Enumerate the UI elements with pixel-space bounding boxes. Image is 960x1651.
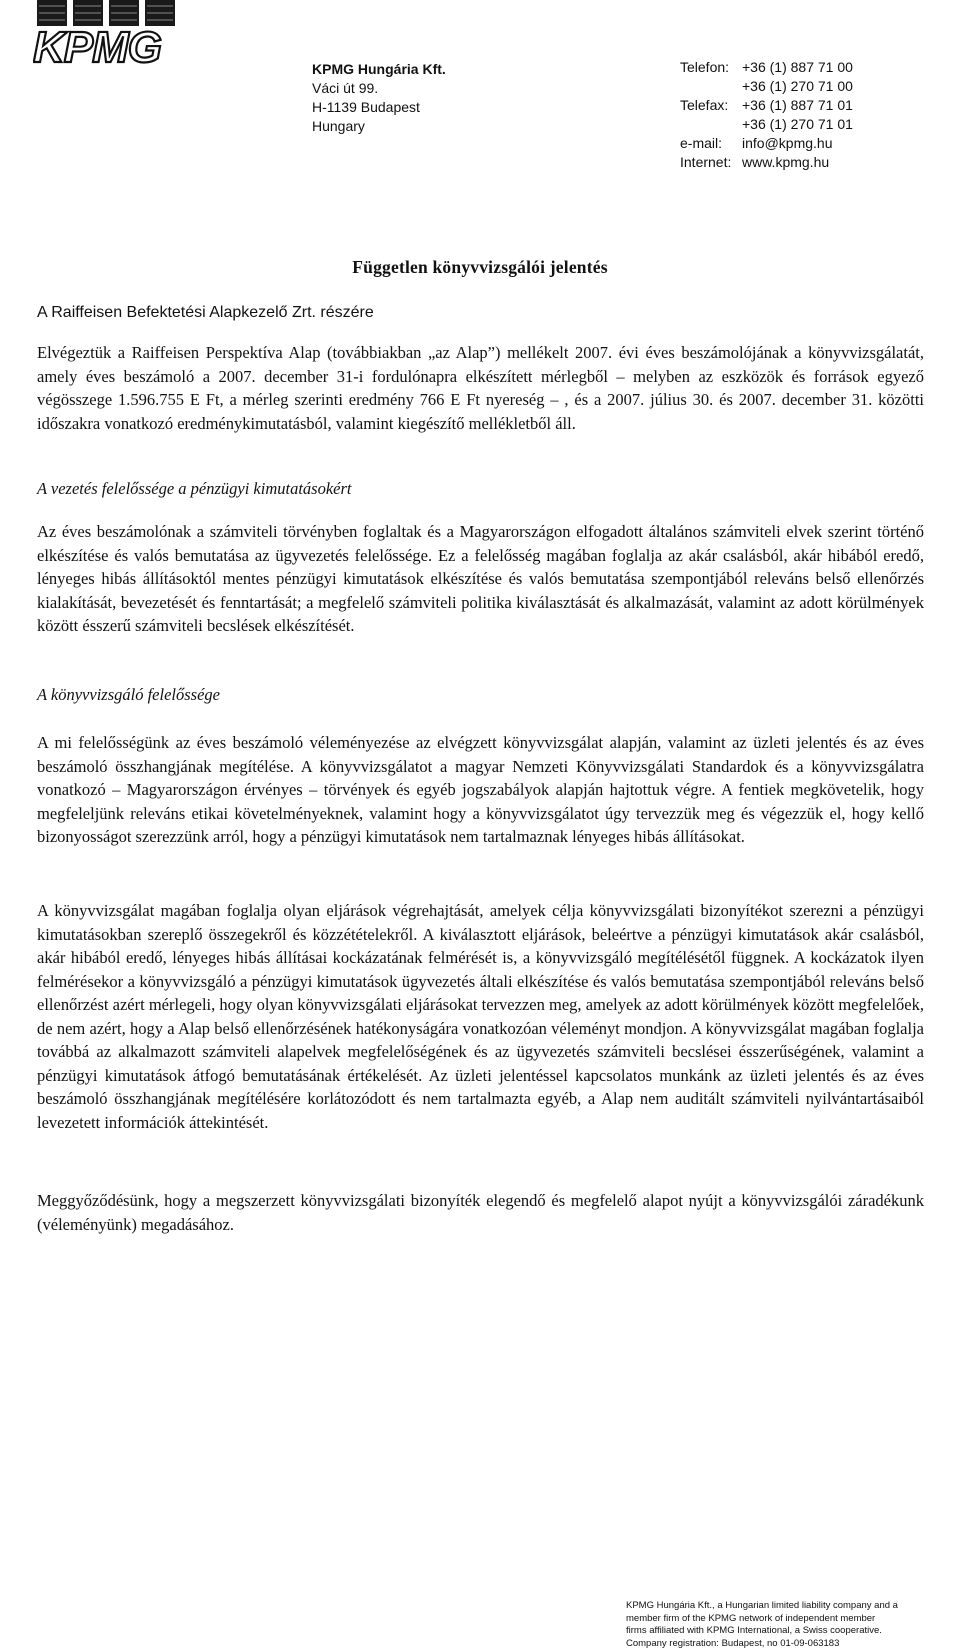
kpmg-logo — [33, 0, 195, 66]
contact-row — [680, 58, 853, 77]
sender-address-line: Váci út 99. — [312, 80, 379, 96]
contact-label: Internet: — [680, 154, 732, 170]
contact-value: +36 (1) 887 71 00 — [742, 59, 853, 75]
sender-address-line: Hungary — [312, 118, 365, 134]
contact-row — [680, 134, 853, 153]
contact-website[interactable]: www.kpmg.hu — [742, 154, 830, 170]
intro-text: Elvégeztük a Raiffeisen Perspektíva Alap (továbbiakban „az Alap”) mellékelt 2007. évi éves beszámolójának a könyvvizsgálatát, amely éves beszámoló a 2007. december 31-i fordulónapra elkészített mérlegből – melyben az eszközök és források egyező végösszege 1.596.755 E Ft, a mérleg szerinti eredmény 766 E Ft nyereség – , és a 2007. július 30. és 2007. december 31. közötti időszakra vonatkozó eredménykimutatásból, valamint kiegészítő mellékletből áll. — [37, 343, 924, 433]
document-title: Független könyvvizsgálói jelentés — [352, 257, 608, 277]
contact-value: +36 (1) 270 71 00 — [742, 78, 853, 94]
auditor-text-2: A könyvvizsgálat magában foglalja olyan eljárások végrehajtását, amelyek célja könyvvizsgálati bizonyítékot szerezni a pénzügyi kimutatásokban szereplő összegekről és közzétételekről. A kiválasztott eljárások, beleértve a pénzügyi kimutatások akár csalásból, akár hibából eredő, lényeges hibás állításai kockázatának felmérését is, a könyvvizsgáló megítélésétől függnek. A kockázatok ilyen felmérésekor a könyvvizsgáló a pénzügyi kimutatások ügyvezetés általi elkészítése és valós bemutatása szempontjából releváns belső ellenőrzést azért mérlegeli, hogy olyan könyvvizsgálati eljárásokat tervezzen meg, amelyek az adott körülmények között megfelelőek, de nem azért, hogy a Alap belső ellenőrzésének hatékonyságára vonatkozóan véleményt mondjon. A könyvvizsgálat magában foglalja továbbá az alkalmazott számviteli alapelvek megfelelőségének és az ügyvezetés számviteli becslései ésszerűségének, valamint a pénzügyi kimutatások átfogó bemutatásának értékelését. Az üzleti jelentéssel kapcsolatos munkánk az üzleti jelentés és az éves beszámoló összhangjának megítélésére korlátozódott és nem tartalmazta egyéb, a Alap nem auditált számviteli nyilvántartásaiból levezetett információk áttekintését. — [37, 901, 924, 1132]
contact-row — [680, 96, 853, 115]
heading-management: A vezetés felelőssége a pénzügyi kimutatásokért — [37, 479, 352, 498]
footer-line: firms affiliated with KPMG International, a Swiss cooperative. — [626, 1625, 882, 1636]
auditor-paragraph-1 — [37, 731, 924, 849]
intro-paragraph — [37, 341, 924, 435]
sender-address-line: H-1139 Budapest — [312, 99, 420, 115]
management-paragraph — [37, 520, 924, 638]
contact-value: +36 (1) 887 71 01 — [742, 97, 853, 113]
sender-company: KPMG Hungária Kft. — [312, 61, 446, 77]
auditor-paragraph-2 — [37, 899, 924, 1134]
contact-row — [680, 115, 853, 134]
kpmg-logo-graphic — [33, 0, 195, 66]
footer-line: member firm of the KPMG network of independent member — [626, 1612, 876, 1624]
auditor-text-1: A mi felelősségünk az éves beszámoló véleményezése az elvégzett könyvvizsgálat alapján, valamint az üzleti jelentés és az éves beszámoló összhangjának megítélése. A könyvvizsgálatot a magyar Nemzeti Könyvvizsgálati Standardok és a könyvvizsgálatra vonatkozó – Magyarországon érvényes – törvények és egyéb jogszabályok alapján hajtottuk végre. A fentiek megkövetelik, hogy megfeleljünk releváns etikai követelményeknek, valamint hogy a könyvvizsgálatot úgy tervezzük meg és végezzük el, hogy kellő bizonyosságot szerezzünk arról, hogy a pénzügyi kimutatások nem tartalmaznak lényeges hibás állításokat. — [37, 733, 924, 846]
contact-row — [680, 77, 853, 96]
contact-email[interactable]: info@kpmg.hu — [742, 135, 833, 151]
heading-auditor: A könyvvizsgáló felelőssége — [37, 685, 220, 704]
contact-block — [680, 58, 853, 172]
kpmg-logo-wordmark: KPMG — [33, 23, 161, 66]
management-text: Az éves beszámolónak a számviteli törvényben foglaltak és a Magyarországon elfogadott általános számviteli elvek szerint történő elkészítése és valós bemutatása az ügyvezetés felelőssége. Ez a felelősség magában foglalja az akár csalásból, akár hibából eredő, lényeges hibás állításoktól mentes pénzügyi kimutatások elkészítése és valós bemutatása szempontjából releváns belső ellenőrzés kialakítását, bevezetését és fenntartását; a megfelelő számviteli politika kiválasztását és alkalmazását, valamint az adott körülmények között ésszerű számviteli becslések elkészítését. — [37, 522, 924, 635]
contact-label — [680, 77, 742, 96]
contact-label: Telefon: — [680, 59, 730, 75]
footer-line: KPMG Hungária Kft., a Hungarian limited liability company and a — [626, 1600, 898, 1611]
auditor-text-3: Meggyőződésünk, hogy a megszerzett könyvvizsgálati bizonyíték elegendő és megfelelő alapot nyújt a könyvvizsgálói záradékunk (véleményünk) megadásához. — [37, 1191, 924, 1234]
contact-label: e-mail: — [680, 135, 723, 151]
sender-address — [312, 60, 446, 136]
auditor-paragraph-3 — [37, 1189, 924, 1236]
addressee: A Raiffeisen Befektetési Alapkezelő Zrt. részére — [37, 304, 374, 321]
contact-label — [680, 115, 742, 134]
contact-label: Telefax: — [680, 97, 729, 113]
footer-legal — [626, 1600, 898, 1650]
footer-line: Company registration: Budapest, no 01-09-063183 — [626, 1637, 840, 1649]
contact-value: +36 (1) 270 71 01 — [742, 116, 853, 132]
contact-row — [680, 153, 853, 172]
